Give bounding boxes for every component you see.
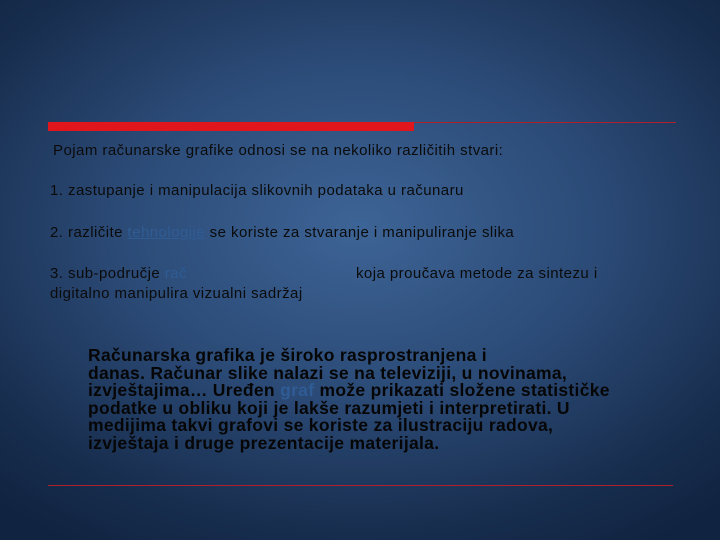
list-item-1: 1. zastupanje i manipulacija slikovnih podataka u računaru (50, 182, 464, 199)
paragraph-text-before: izvještajima… Uređen (88, 380, 281, 401)
list-item-3-text-after: koja proučava metode za sintezu i (355, 265, 598, 282)
paragraph-line: podatke u obliku koji je lakše razumjeti i interpretirati. U (88, 397, 570, 418)
body-paragraph (88, 347, 688, 453)
list-item-3-text-before: 3. sub-područje (50, 265, 165, 282)
paragraph-line: medijima takvi grafovi se koriste za ilustraciju radova, (88, 415, 554, 436)
bottom-divider-line (48, 485, 673, 486)
intro-text: Pojam računarske grafike odnosi se na nekoliko različitih stvari: (53, 142, 504, 159)
computer-science-link[interactable]: rač (164, 265, 187, 282)
top-accent-bar (48, 122, 414, 131)
list-item-2-text-before: 2. različite (50, 224, 128, 241)
list-item-3-continuation: digitalno manipulira vizualni sadržaj (50, 285, 303, 302)
list-item-2-text-after: se koriste za stvaranje i manipuliranje slika (205, 224, 515, 241)
technology-link[interactable]: tehnologije (127, 224, 206, 241)
paragraph-text-after: može prikazati složene statističke (314, 380, 610, 401)
list-item-2 (50, 224, 514, 241)
paragraph-line: izvještaja i druge prezentacije materijala. (88, 432, 440, 453)
paragraph-line: danas. Računar slike nalazi se na televiziji, u novinama, (88, 362, 568, 383)
paragraph-line: Računarska grafika je široko rasprostranjena i (88, 345, 487, 365)
graph-link[interactable]: graf (280, 380, 315, 401)
list-item-3 (50, 265, 598, 282)
